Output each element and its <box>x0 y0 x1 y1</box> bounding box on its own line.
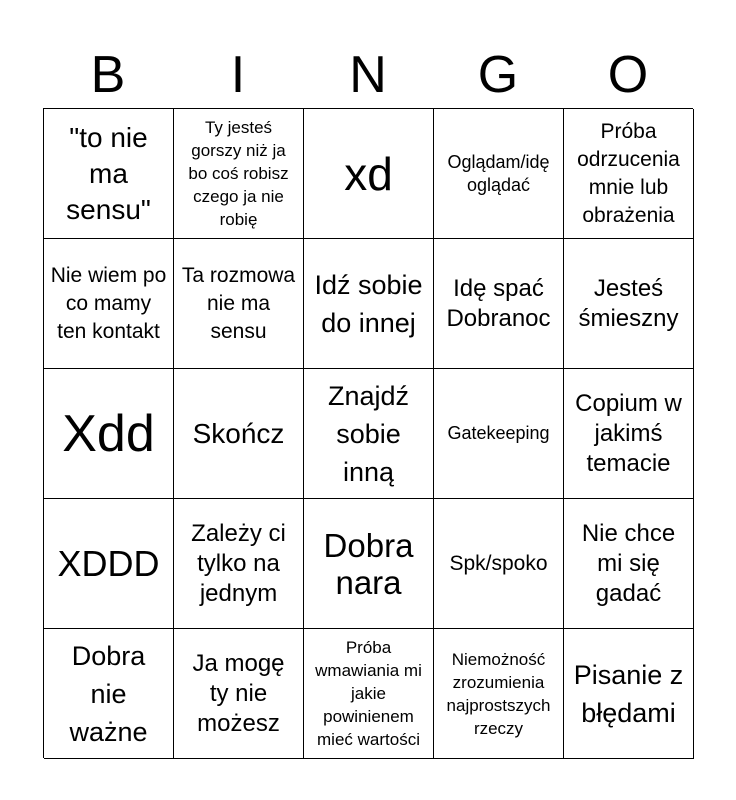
header-letter-g: G <box>477 46 519 104</box>
bingo-cell[interactable] <box>44 109 174 239</box>
cell-text: Ja mogę ty nie możesz <box>192 649 285 737</box>
bingo-cell[interactable] <box>44 369 174 499</box>
cell-text: Spk/spoko <box>449 551 548 575</box>
header-letter-n: N <box>349 46 387 104</box>
cell-text: Xdd <box>62 404 155 463</box>
bingo-cell[interactable] <box>564 499 694 629</box>
cell-text: Dobra nara <box>323 526 414 601</box>
cell-text: Nie chce mi się gadać <box>581 519 676 607</box>
header-letter-o: O <box>607 46 649 104</box>
bingo-cell[interactable] <box>434 109 564 239</box>
bingo-cell[interactable] <box>304 499 434 629</box>
cell-text: Pisanie z błędami <box>573 659 684 728</box>
bingo-cell[interactable] <box>564 629 694 759</box>
bingo-cell[interactable] <box>174 109 304 239</box>
bingo-cell[interactable] <box>564 239 694 369</box>
cell-text: Copium w jakimś temacie <box>575 389 682 477</box>
bingo-cell[interactable] <box>174 369 304 499</box>
cell-text: Próba odrzucenia mnie lub obrażenia <box>577 119 680 227</box>
cell-text: Skończ <box>192 417 285 449</box>
bingo-cell[interactable] <box>434 239 564 369</box>
bingo-cell[interactable] <box>434 499 564 629</box>
cell-text: Idź sobie do innej <box>314 269 423 338</box>
cell-text: Próba wmawiania mi jakie powinienem mieć wartości <box>315 638 422 749</box>
bingo-cell[interactable] <box>434 369 564 499</box>
bingo-cell[interactable] <box>174 629 304 759</box>
bingo-cell[interactable] <box>44 239 174 369</box>
cell-text: Jesteś śmieszny <box>578 274 679 332</box>
header-letter-i: I <box>230 46 246 104</box>
bingo-cell[interactable] <box>44 629 174 759</box>
cell-text: Nie wiem po co mamy ten kontakt <box>50 263 167 343</box>
cell-text: Niemożność zrozumienia najprostszych rzeczy <box>446 649 551 738</box>
header-letter-b: B <box>90 46 126 104</box>
bingo-cell[interactable] <box>564 109 694 239</box>
cell-text: "to nie ma sensu" <box>66 121 151 225</box>
cell-text: Idę spać Dobranoc <box>446 274 551 332</box>
cell-text: xd <box>344 147 393 200</box>
cell-text: Dobra nie ważne <box>69 640 148 747</box>
cell-text: Zależy ci tylko na jednym <box>191 519 286 607</box>
bingo-cell[interactable] <box>174 239 304 369</box>
bingo-cell[interactable] <box>174 499 304 629</box>
bingo-cell[interactable] <box>434 629 564 759</box>
bingo-cell[interactable] <box>304 629 434 759</box>
bingo-header <box>43 42 693 108</box>
cell-text: Oglądam/idę oglądać <box>447 151 550 195</box>
bingo-grid <box>43 108 693 758</box>
cell-text: Ta rozmowa nie ma sensu <box>181 263 296 343</box>
cell-text: XDDD <box>57 542 160 584</box>
bingo-cell[interactable] <box>564 369 694 499</box>
cell-text: Gatekeeping <box>447 423 550 443</box>
cell-text: Ty jesteś gorszy niż ja bo coś robisz czego ja nie robię <box>188 118 289 229</box>
bingo-cell[interactable] <box>44 499 174 629</box>
bingo-cell[interactable] <box>304 239 434 369</box>
bingo-cell[interactable] <box>304 109 434 239</box>
cell-text: Znajdź sobie inną <box>327 380 410 487</box>
bingo-cell[interactable] <box>304 369 434 499</box>
